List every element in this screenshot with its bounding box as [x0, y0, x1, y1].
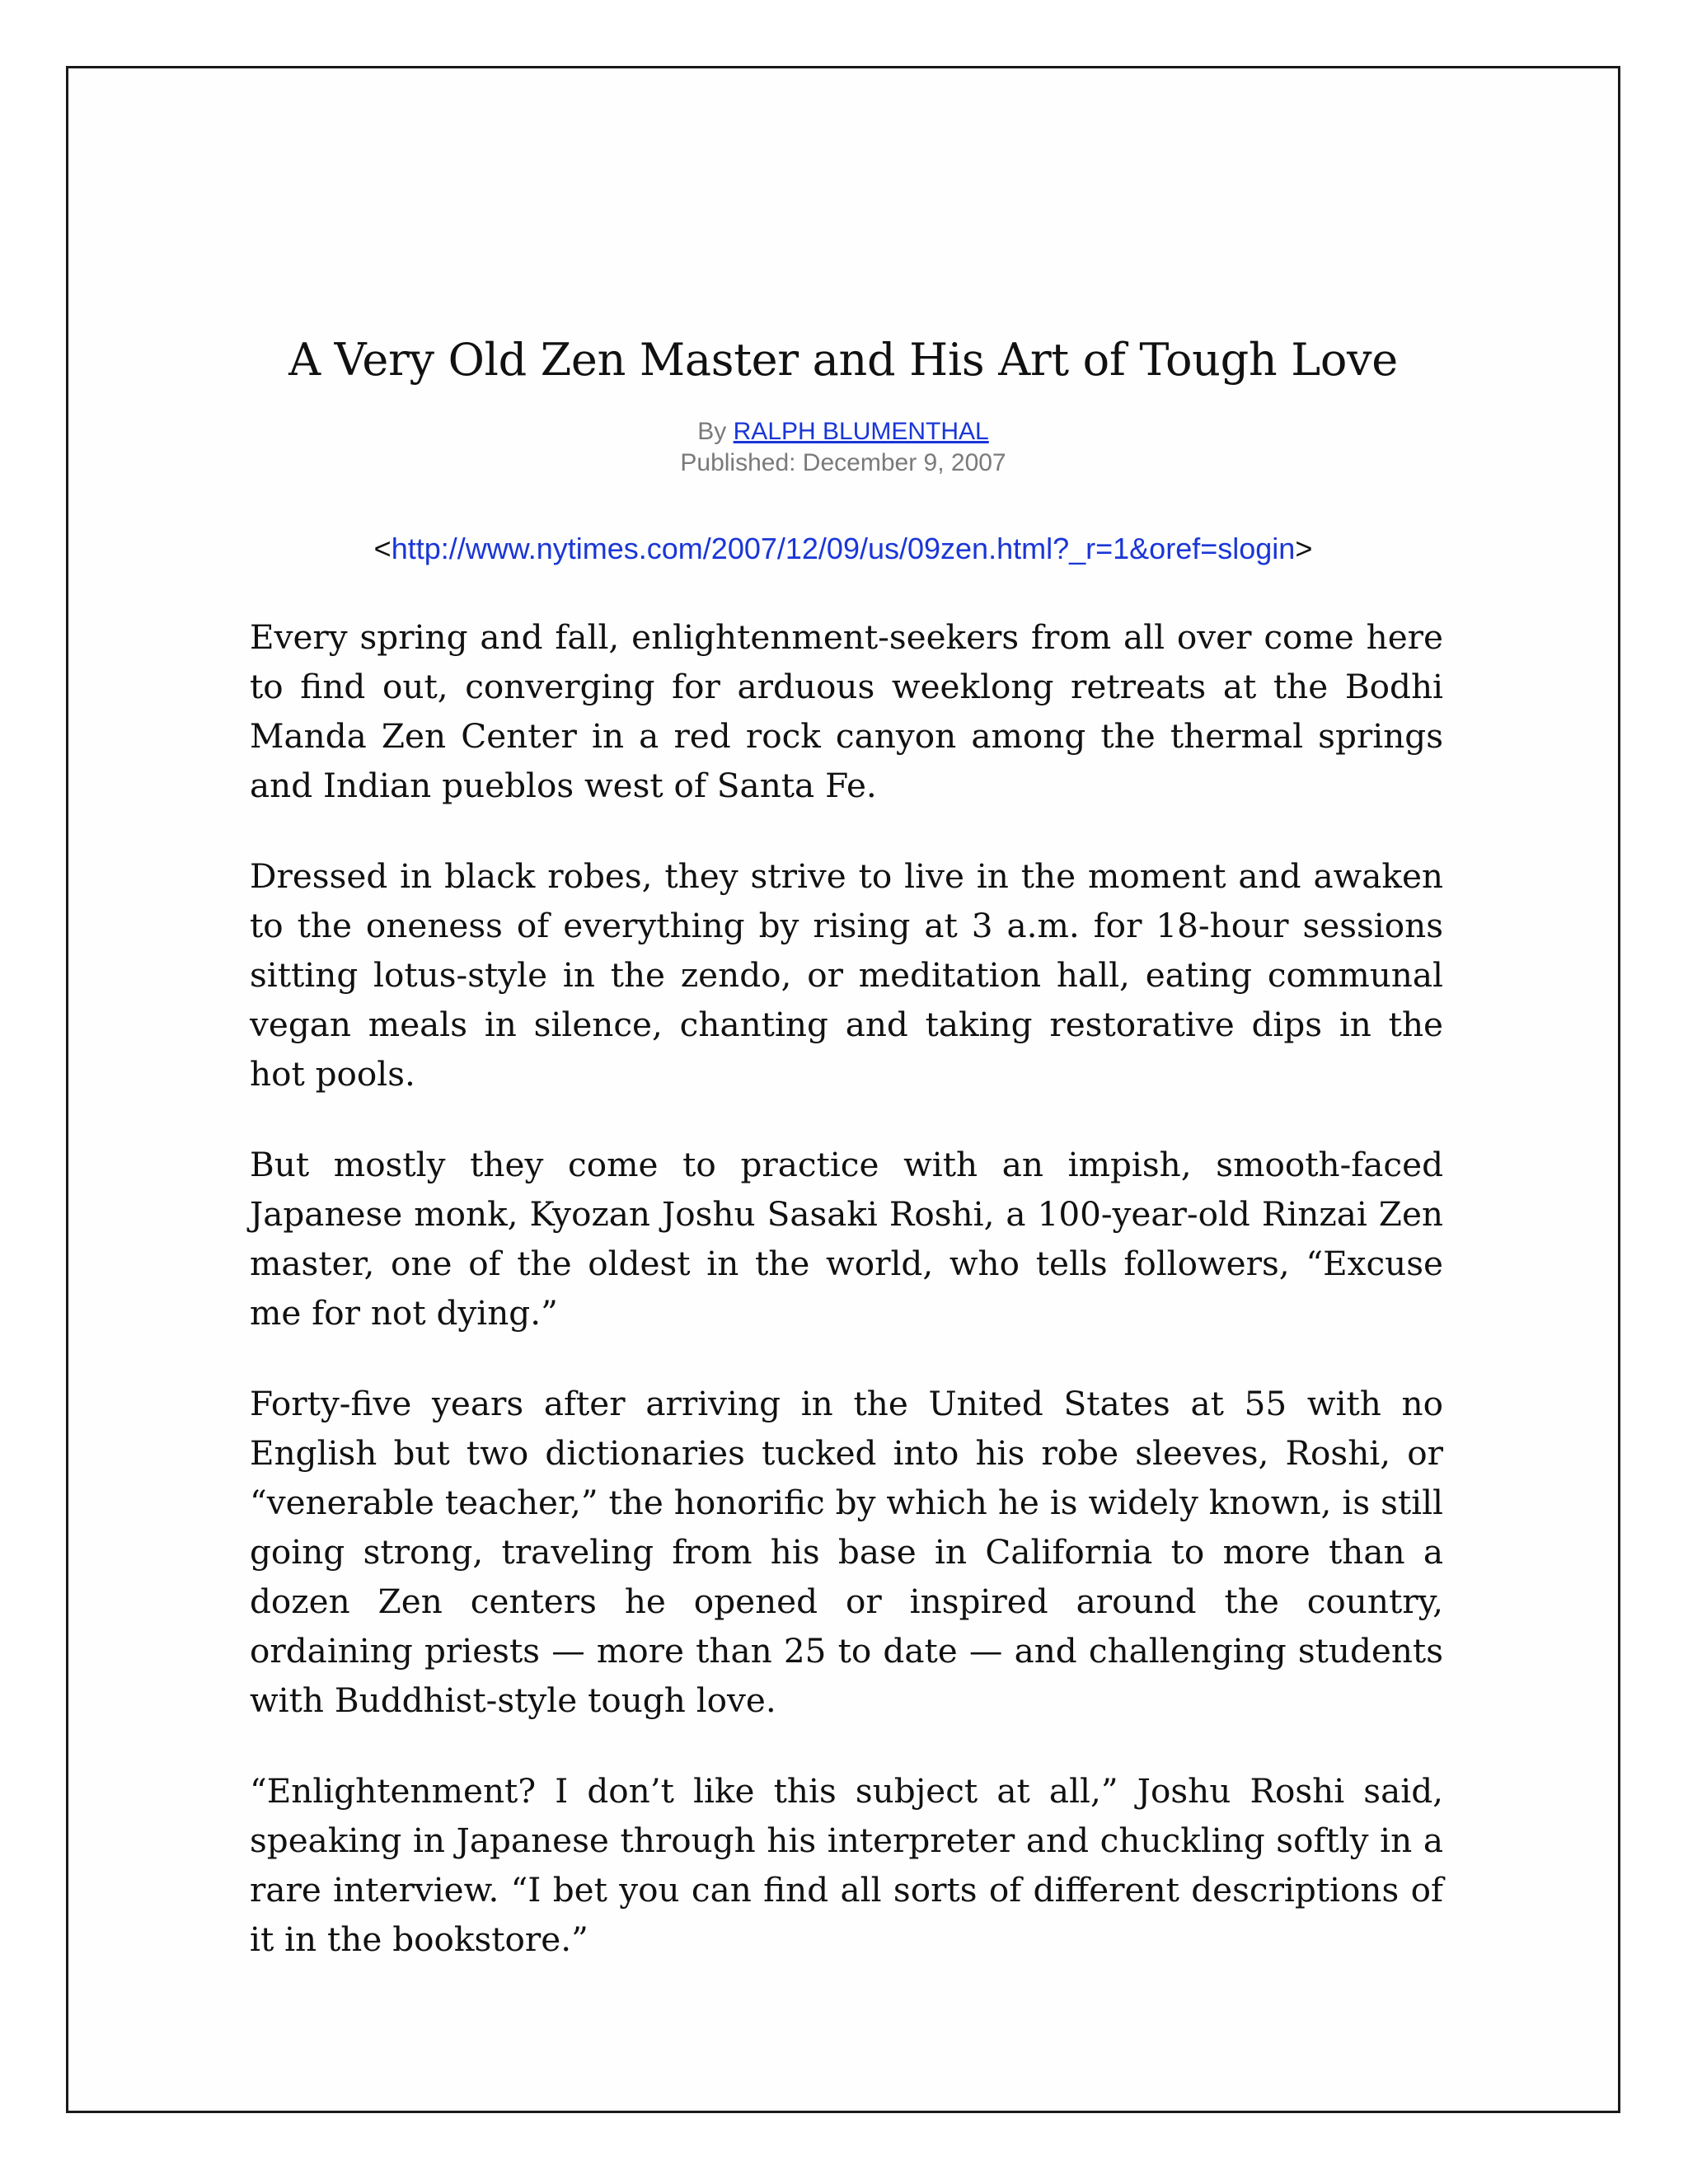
- paragraph-2: Dressed in black robes, they strive to live in the moment and awaken to the oneness of everything by rising at 3 a.m. for 18-hour sessions sitting lotus-style in the zendo, or meditation hall, eating communal vegan meals in silence, chanting and taking restorative dips in the hot pools.: [250, 856, 1443, 1094]
- paragraph-1: Every spring and fall, enlightenment-seekers from all over come here to find out, converging for arduous weeklong retreats at the Bodhi Manda Zen Center in a red rock canyon among the thermal springs and Indian pueblos west of Santa Fe.: [250, 617, 1443, 805]
- paragraph-3: But mostly they come to practice with an impish, smooth-faced Japanese monk, Kyozan Joshu Sasaki Roshi, a 100-year-old Rinzai Zen master, one of the oldest in the world, who tells followers, “Excuse me for not dying.”: [250, 1145, 1443, 1333]
- byline: [68, 416, 1618, 479]
- url-close-bracket: >: [1295, 532, 1313, 565]
- article-title: A Very Old Zen Master and His Art of Tough Love: [288, 334, 1398, 386]
- published-date: Published: December 9, 2007: [680, 449, 1006, 476]
- paragraph-4: Forty-five years after arriving in the United States at 55 with no English but two dictionaries tucked into his robe sleeves, Roshi, or “venerable teacher,” the honorific by which he is widely known, is still going strong, traveling from his base in California to more than a dozen Zen centers he opened or inspired around the country, ordaining priests — more than 25 to date — and challenging students with Buddhist-style tough love.: [250, 1384, 1443, 1720]
- source-url-line: [68, 532, 1618, 566]
- author-link[interactable]: RALPH BLUMENTHAL: [733, 418, 989, 445]
- source-url-link[interactable]: http://www.nytimes.com/2007/12/09/us/09zen.html?_r=1&oref=slogin: [391, 532, 1296, 565]
- article-body: [250, 612, 1443, 2005]
- paragraph-5: “Enlightenment? I don’t like this subject at all,” Joshu Roshi said, speaking in Japanese through his interpreter and chuckling softly in a rare interview. “I bet you can find all sorts of different descriptions of it in the bookstore.”: [250, 1771, 1443, 1959]
- page-frame: [66, 66, 1620, 2113]
- author-line: [68, 416, 1618, 448]
- url-open-bracket: <: [373, 532, 392, 565]
- by-prefix: By: [697, 418, 727, 445]
